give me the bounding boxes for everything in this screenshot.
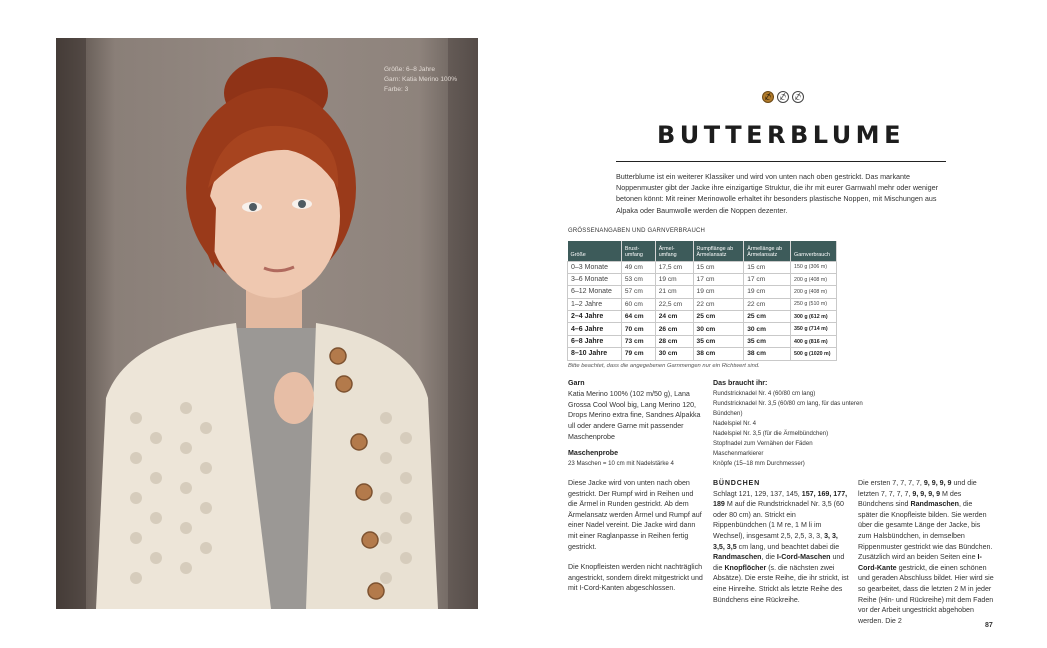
caption-color: Farbe: 3 (384, 86, 409, 93)
photo-caption (384, 65, 457, 95)
table-cell: 30 cm (655, 348, 693, 360)
materials-list (713, 389, 863, 469)
table-cell: 21 cm (655, 286, 693, 298)
table-cell: 19 cm (655, 273, 693, 285)
materials-item: Nadelspiel Nr. 3,5 (für die Ärmelbündchen) (713, 429, 829, 437)
table-row (568, 273, 837, 285)
instructions-paragraph: Die ersten 7, 7, 7, 7, 9, 9, 9, 9 und die letzten 7, 7, 7, 7, 9, 9, 9, 9 M des Bündchens sind Randmaschen, die später die Knopfleiste bilden. Sie werden über die gesamte Länge der Jacke, bis zum Halsbündchen, in demselben Rippenmuster gestrickt wie das Bündchen. Zusätzlich wird an beiden Seiten eine I-Cord-Kante gestrickt, die einen schönen und geraden Abschluss bildet. Hier wird sie so gearbeitet, dass die letzten 2 M in jeder Reihe (Hin- und Rückreihe) mit dem Faden vor der Arbeit ungestrickt abgehoben werden. Die 2 (858, 479, 994, 625)
yarn-ball-icon (792, 91, 804, 103)
table-cell: 17,5 cm (655, 261, 693, 273)
yarn-label: Garn (568, 379, 585, 387)
table-cell: 38 cm (693, 348, 744, 360)
table-cell: 15 cm (693, 261, 744, 273)
yarn-text: Katia Merino 100% (102 m/50 g), Lana Grossa Cool Wool big, Lang Merino 120, Drops Merino extra fine, Sandnes Alpakka ull oder andere Garne mit passender Maschenprobe (568, 389, 701, 441)
table-cell: 22 cm (693, 298, 744, 310)
table-cell: 1–2 Jahre (568, 298, 622, 310)
title-divider (616, 161, 946, 162)
difficulty-rating (762, 91, 804, 103)
table-cell: 15 cm (744, 261, 791, 273)
table-cell: 17 cm (693, 273, 744, 285)
materials-item: Nadelspiel Nr. 4 (713, 419, 757, 427)
table-cell: 25 cm (744, 311, 791, 323)
yarn-section (568, 378, 704, 469)
column-header: Ärmellänge ab Ärmelansatz (744, 241, 791, 261)
table-row (568, 323, 837, 335)
table-cell: 6–8 Jahre (568, 335, 622, 347)
table-cell: 4–6 Jahre (568, 323, 622, 335)
girl-in-cardigan-illustration (56, 38, 478, 609)
table-cell: 26 cm (655, 323, 693, 335)
intro-paragraph: Butterblume ist ein weiterer Klassiker und wird von unten nach oben gestrickt. Das markante Noppenmuster gibt der Jacke ihre einzigartige Struktur, die ihr mit eurer Garnwahl mehr oder weniger betonen könnt: Mit reiner Merinowolle erhaltet ihr besonders plastische Noppen, mit Mischungen aus Alpaka oder Baumwolle werden die Noppen dezenter. (616, 172, 938, 215)
yarn-ball-icon (777, 91, 789, 103)
table-cell: 300 g (612 m) (791, 311, 837, 323)
materials-item: Stopfnadel zum Vernähen der Fäden (713, 439, 813, 447)
table-cell: 28 cm (655, 335, 693, 347)
page-number: 87 (985, 622, 993, 629)
instructions-paragraph: Schlagt 121, 129, 137, 145, 157, 169, 177, 189 M auf die Rundstricknadel Nr. 3,5 (60 oder 80 cm) an. Strickt ein Rippenbündchen (1 M re, 1 M li im Wechsel), insgesamt 2,5, 2,5, 3, 3, 3, 3, 3,5, 3,5 cm lang, und beachtet dabei die Randmaschen, die I-Cord-Maschen und die Knopflöcher (s. die nächsten zwei Absätze). Die erste Reihe, die ihr strickt, ist eine Hinreihe. Strickt als letzte Reihe des Bündchens eine Rückreihe. (713, 489, 849, 604)
table-cell: 64 cm (621, 311, 655, 323)
table-cell: 400 g (816 m) (791, 335, 837, 347)
table-cell: 8–10 Jahre (568, 348, 622, 360)
instructions-paragraph: Die Knopfleisten werden nicht nachträglich angestrickt, sondern direkt mitgestrickt und mit I-Cord-Kanten abgeschlossen. (568, 563, 703, 593)
table-cell: 53 cm (621, 273, 655, 285)
pattern-title: BUTTERBLUME (657, 121, 905, 149)
table-cell: 250 g (510 m) (791, 298, 837, 310)
table-cell: 150 g (306 m) (791, 261, 837, 273)
table-cell: 500 g (1020 m) (791, 348, 837, 360)
table-cell: 35 cm (693, 335, 744, 347)
table-cell: 60 cm (621, 298, 655, 310)
table-cell: 70 cm (621, 323, 655, 335)
table-cell: 30 cm (744, 323, 791, 335)
size-table (567, 241, 837, 361)
column-header: Ärmel-umfang (655, 241, 693, 261)
table-row (568, 335, 837, 347)
table-row (568, 261, 837, 273)
table-row (568, 298, 837, 310)
size-table-heading: GRÖSSENANGABEN UND GARNVERBRAUCH (568, 228, 706, 234)
yarn-ball-icon (762, 91, 774, 103)
table-cell: 22,5 cm (655, 298, 693, 310)
table-cell: 0–3 Monate (568, 261, 622, 273)
table-cell: 6–12 Monate (568, 286, 622, 298)
table-row (568, 286, 837, 298)
instructions-column-2 (713, 478, 849, 605)
table-cell: 19 cm (693, 286, 744, 298)
instructions-column-1 (568, 478, 704, 604)
column-header: Garnverbrauch (791, 241, 837, 261)
table-cell: 25 cm (693, 311, 744, 323)
instructions-column-3 (858, 478, 994, 626)
materials-item: Knöpfe (15–18 mm Durchmesser) (713, 459, 805, 467)
table-cell: 2–4 Jahre (568, 311, 622, 323)
materials-item: Rundstricknadel Nr. 4 (60/80 cm lang) (713, 389, 816, 397)
table-cell: 22 cm (744, 298, 791, 310)
materials-item: Rundstricknadel Nr. 3,5 (60/80 cm lang, für das unteren Bündchen) (713, 399, 863, 417)
table-row (568, 348, 837, 360)
table-cell: 200 g (408 m) (791, 273, 837, 285)
table-cell: 73 cm (621, 335, 655, 347)
cardigan-photo (56, 38, 478, 609)
gauge-text: 23 Maschen = 10 cm mit Nadelstärke 4 (568, 459, 674, 467)
table-cell: 30 cm (693, 323, 744, 335)
table-cell: 35 cm (744, 335, 791, 347)
materials-label: Das braucht ihr: (713, 379, 768, 387)
gauge-label: Maschenprobe (568, 448, 619, 457)
caption-yarn: Garn: Katia Merino 100% (384, 76, 457, 83)
materials-item: Maschenmarkierer (713, 449, 764, 457)
table-cell: 24 cm (655, 311, 693, 323)
section-label-cuffs: BÜNDCHEN (713, 479, 760, 487)
table-cell: 19 cm (744, 286, 791, 298)
caption-size: Größe: 6–8 Jahre (384, 66, 435, 73)
table-cell: 79 cm (621, 348, 655, 360)
table-cell: 49 cm (621, 261, 655, 273)
table-row (568, 311, 837, 323)
table-cell: 57 cm (621, 286, 655, 298)
table-cell: 38 cm (744, 348, 791, 360)
column-header: Rumpflänge ab Ärmelansatz (693, 241, 744, 261)
table-cell: 17 cm (744, 273, 791, 285)
column-header: Brust-umfang (621, 241, 655, 261)
table-cell: 3–6 Monate (568, 273, 622, 285)
materials-section (713, 378, 863, 469)
instructions-paragraph: Diese Jacke wird von unten nach oben gestrickt. Der Rumpf wird in Reihen und die Ärmel in Runden gestrickt. Ab dem Ärmelansatz werden Ärmel und Rumpf auf einer Nadel vereint. Die Jacke wird dann mit einer Raglanpasse in Reihen fertig gestrickt. (568, 479, 702, 551)
table-cell: 200 g (408 m) (791, 286, 837, 298)
table-cell: 350 g (714 m) (791, 323, 837, 335)
column-header: Größe (568, 241, 622, 261)
table-note: Bitte beachtet, dass die angegebenen Garnmengen nur ein Richtwert sind. (568, 363, 760, 369)
